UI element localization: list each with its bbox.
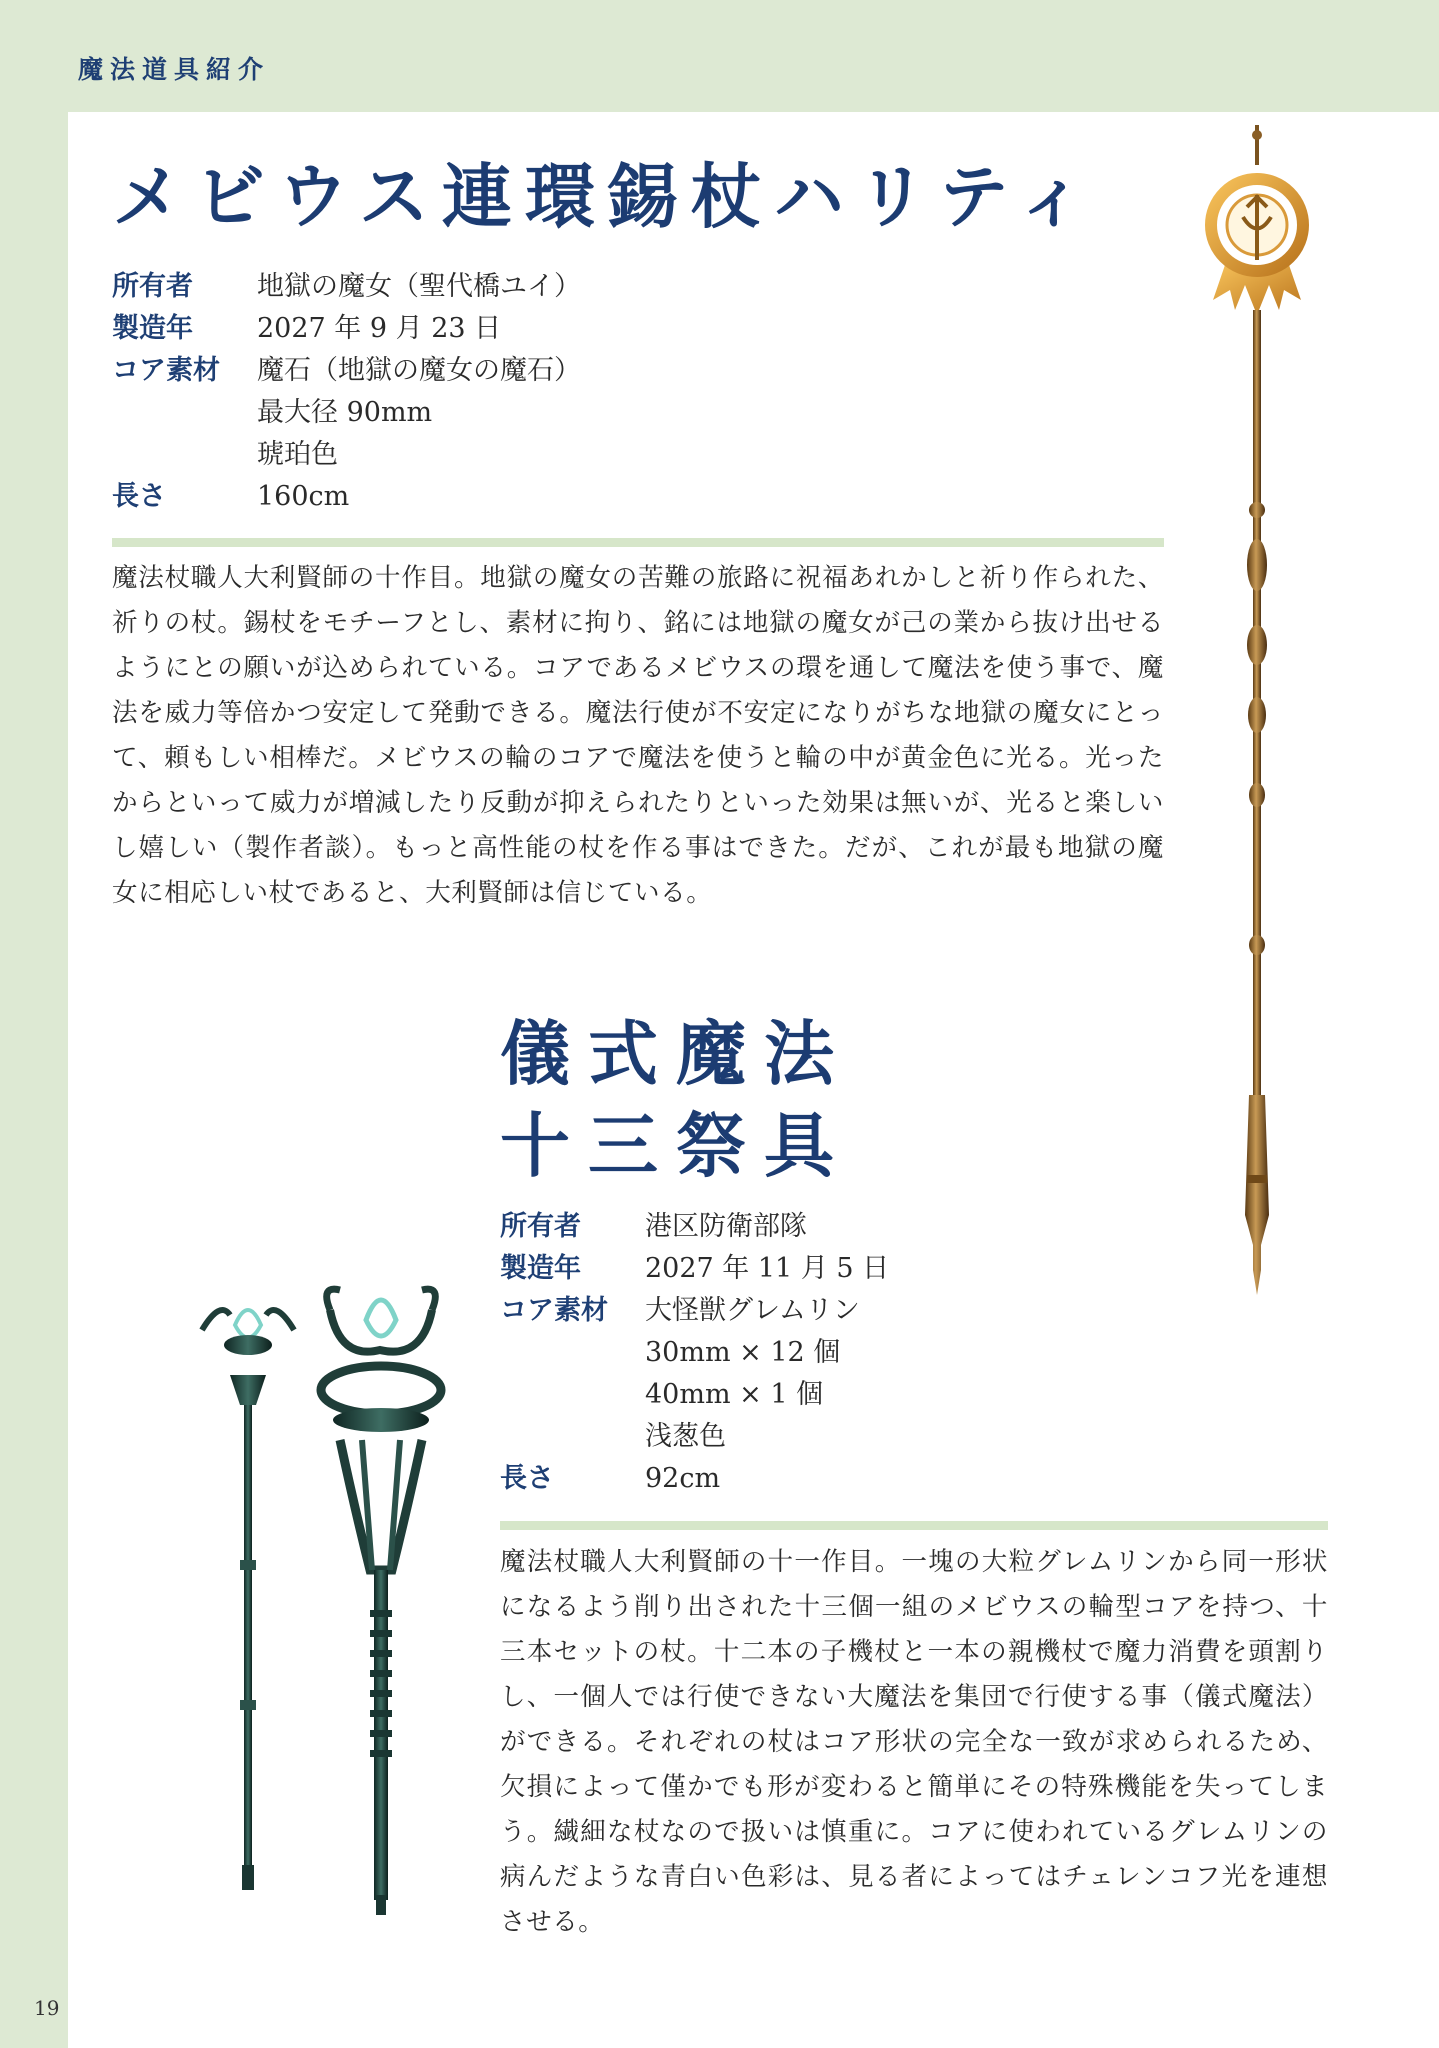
spec-value: 港区防衛部隊: [645, 1211, 807, 1242]
spec-key: 所有者: [500, 1211, 581, 1242]
divider: [112, 538, 1164, 547]
spec-value: 30mm × 12 個: [645, 1337, 841, 1368]
spec-value: 魔石（地獄の魔女の魔石）: [257, 355, 581, 386]
divider: [500, 1521, 1328, 1530]
golden-staff-image: [1195, 125, 1325, 1375]
spec-key: 長さ: [112, 481, 166, 512]
spec-value: 160cm: [257, 481, 350, 512]
spec-row-core: [112, 350, 581, 476]
item2-title-line1: 儀式魔法: [500, 1012, 852, 1095]
spec-row-length: [112, 476, 581, 518]
spec-value-list: [257, 350, 581, 476]
spec-key: 製造年: [112, 313, 193, 344]
item2-title: [500, 1008, 852, 1192]
spec-key: 製造年: [500, 1253, 581, 1284]
page-number: 19: [34, 1996, 60, 2020]
spec-value: 琥珀色: [257, 439, 338, 470]
spec-row-owner: [112, 266, 581, 308]
spec-value: 2027 年 11 月 5 日: [645, 1253, 890, 1284]
spec-key: 長さ: [500, 1463, 554, 1494]
spec-row-core: [500, 1290, 889, 1458]
ritual-staffs-image: [190, 1280, 460, 1920]
spec-value: 地獄の魔女（聖代橋ユイ）: [257, 271, 581, 302]
spec-value: 大怪獣グレムリン: [645, 1295, 860, 1326]
item2-title-line2: 十三祭具: [500, 1104, 852, 1187]
section-label: 魔法道具紹介: [78, 55, 271, 84]
spec-row-made: [112, 308, 581, 350]
spec-value: 92cm: [645, 1463, 721, 1494]
spec-row-made: [500, 1248, 889, 1290]
spec-row-owner: [500, 1206, 889, 1248]
spec-value: 浅葱色: [645, 1421, 726, 1452]
item2-spec-table: [500, 1206, 889, 1500]
spec-value: 2027 年 9 月 23 日: [257, 313, 502, 344]
spec-value: 40mm × 1 個: [645, 1379, 824, 1410]
spec-value: 最大径 90mm: [257, 397, 433, 428]
spec-row-length: [500, 1458, 889, 1500]
item2-description: 魔法杖職人大利賢師の十一作目。一塊の大粒グレムリンから同一形状になるよう削り出された十三個一組のメビウスの輪型コアを持つ、十三本セットの杖。十二本の子機杖と一本の親機杖で魔力消費を頭割りし、一個人では行使できない大魔法を集団で行使する事（儀式魔法）ができる。それぞれの杖はコア形状の完全な一致が求められるため、欠損によって僅かでも形が変わると簡単にその特殊機能を失ってしまう。繊細な杖なので扱いは慎重に。コアに使われているグレムリンの病んだような青白い色彩は、見る者によってはチェレンコフ光を連想させる。: [500, 1547, 1328, 1937]
spec-key: コア素材: [112, 355, 220, 386]
spec-key: 所有者: [112, 271, 193, 302]
spec-key: コア素材: [500, 1295, 608, 1326]
item1-title: メビウス連環錫杖ハリティ: [112, 155, 1099, 238]
item1-spec-table: [112, 266, 581, 518]
spec-value-list: [645, 1290, 860, 1458]
item1-description: 魔法杖職人大利賢師の十作目。地獄の魔女の苦難の旅路に祝福あれかしと祈り作られた、祈りの杖。錫杖をモチーフとし、素材に拘り、銘には地獄の魔女が己の業から抜け出せるようにとの願いが込められている。コアであるメビウスの環を通して魔法を使う事で、魔法を威力等倍かつ安定して発動できる。魔法行使が不安定になりがちな地獄の魔女にとって、頼もしい相棒だ。メビウスの輪のコアで魔法を使うと輪の中が黄金色に光る。光ったからといって威力が増減したり反動が抑えられたりといった効果は無いが、光ると楽しいし嬉しい（製作者談）。もっと高性能の杖を作る事はできた。だが、これが最も地獄の魔女に相応しい杖であると、大利賢師は信じている。: [112, 563, 1164, 908]
